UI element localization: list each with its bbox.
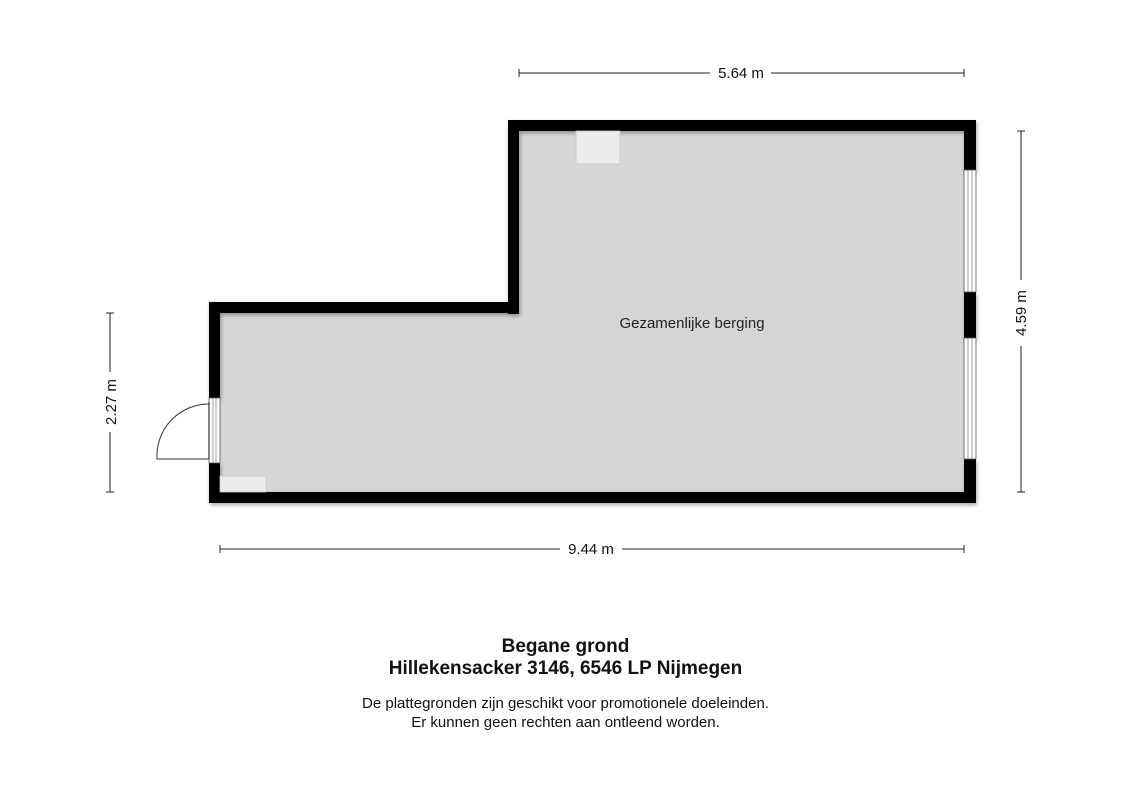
dimension-left-label: 2.27 m bbox=[103, 379, 120, 425]
window-right-lower bbox=[964, 338, 976, 459]
fixture-bottom-left bbox=[220, 476, 266, 492]
disclaimer-line-2: Er kunnen geen rechten aan ontleend worden. bbox=[411, 714, 720, 731]
fixture-top bbox=[576, 131, 620, 164]
caption-block bbox=[0, 636, 1131, 732]
disclaimer-line-1: De plattegronden zijn geschikt voor promotionele doeleinden. bbox=[362, 695, 769, 712]
floor-title: Begane grond bbox=[501, 636, 630, 657]
dimension-top-label: 5.64 m bbox=[718, 65, 764, 82]
dimension-right-label: 4.59 m bbox=[1013, 290, 1030, 336]
room-label: Gezamenlijke berging bbox=[619, 315, 765, 332]
window-right-upper bbox=[964, 170, 976, 292]
disclaimer bbox=[0, 694, 1131, 732]
dimension-bottom-label: 9.44 m bbox=[568, 541, 614, 558]
address: Hillekensacker 3146, 6546 LP Nijmegen bbox=[388, 658, 743, 679]
entrance-door bbox=[157, 398, 220, 463]
